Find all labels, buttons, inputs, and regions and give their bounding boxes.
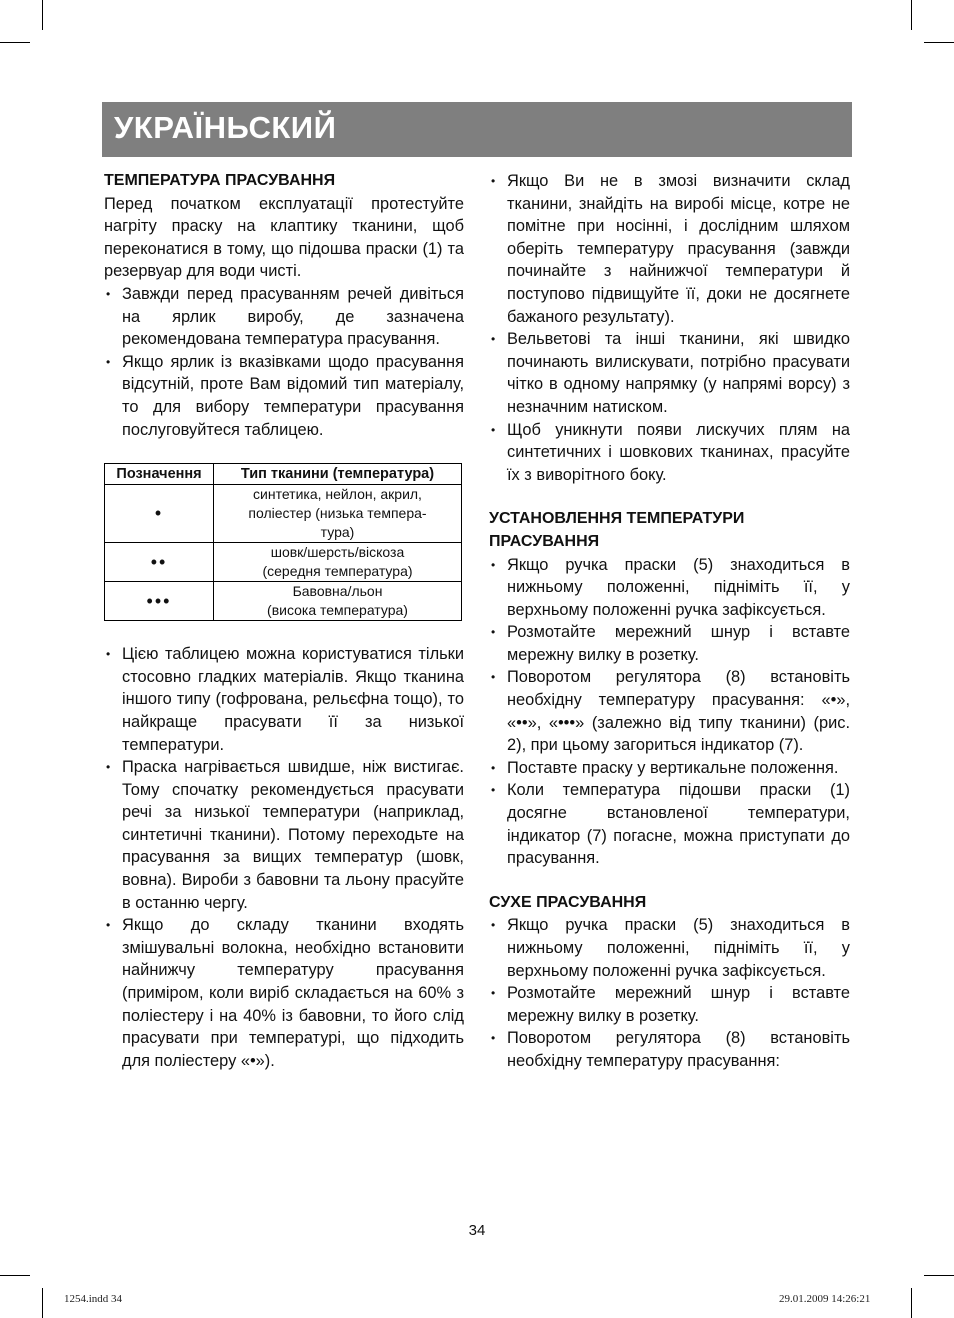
intro-paragraph: Перед початком експлуатації протестуйте нагріту праску на клаптику тканини, щоб переконатися в тому, що підошва праски (1) та резервуар для води чисті.: [104, 194, 464, 281]
list-item: • Якщо Ви не в змозі визначити склад тканини, знайдіть на виробі місце, котре не помітне при носінні, і дослідним шляхом оберіть температуру прасування (завжди починайте з найнижчої температури й поступово підвищуйте її, доки не досягнете бажаного результату).: [489, 170, 850, 328]
list-item: • Поставте праску у вертикальне положення.: [489, 757, 850, 780]
spacer: [489, 870, 850, 892]
table-header-fabric: Тип тканини (температура): [214, 464, 462, 485]
spacer: [489, 486, 850, 508]
fabric-line: (середня температура): [262, 563, 413, 580]
fabric-cell: [214, 543, 462, 582]
fabric-cell: [214, 582, 462, 621]
bullet-list: [489, 914, 850, 1072]
crop-mark: [924, 42, 954, 43]
list-item: • Коли температура підошви праски (1) досягне встановленої температури, індикатор (7) погасне, можна приступати до прасування.: [489, 779, 850, 869]
crop-mark: [911, 1288, 912, 1318]
fabric-line: Бавовна/льон: [292, 583, 383, 600]
table-row: [105, 485, 462, 543]
footer-datetime: 29.01.2009 14:26:21: [779, 1293, 871, 1305]
temperature-symbol: •••: [105, 582, 214, 621]
fabric-line: синтетика, нейлон, акрил,: [253, 486, 422, 503]
temperature-symbol: •: [105, 485, 214, 543]
fabric-cell: [214, 485, 462, 543]
crop-mark: [0, 1275, 30, 1276]
table-header-symbol: Позначення: [105, 464, 214, 485]
list-item: • Поворотом регулятора (8) встановіть необхідну температуру прасування: «•», «••», «•••» (залежно від типу тканини) (рис. 2), при цьому загориться індикатор (7).: [489, 666, 850, 756]
table-header-row: [105, 464, 462, 485]
section-heading-dry-ironing: СУХЕ ПРАСУВАННЯ: [489, 893, 647, 911]
list-item: • Якщо ярлик із вказівками щодо прасування відсутній, проте Вам відомий тип матеріалу, то для вибору температури прасування послуговуйтеся таблицею.: [104, 351, 464, 441]
crop-mark: [42, 1288, 43, 1318]
bullet-list: [104, 643, 464, 1072]
list-item: • Розмотайте мережний шнур і вставте мережну вилку в розетку.: [489, 621, 850, 666]
fabric-line: тура): [320, 524, 355, 541]
bullet-list: [104, 283, 464, 441]
table-row: [105, 543, 462, 582]
bullet-list: [489, 554, 850, 870]
fabric-line: шовк/шерсть/віскоза: [270, 544, 405, 561]
banner-title: УКРАЇНЬСКИЙ: [114, 110, 337, 145]
list-item: • Розмотайте мережний шнур і вставте мережну вилку в розетку.: [489, 982, 850, 1027]
left-column: [104, 170, 464, 1072]
section-heading-setting-temperature: УСТАНОВЛЕННЯ ТЕМПЕРАТУРИ: [489, 510, 745, 528]
language-banner: [102, 102, 852, 157]
list-item: • Завжди перед прасуванням речей дивіться на ярлик виробу, де зазначена рекомендована температура прасування.: [104, 283, 464, 351]
section-heading-setting-temperature-cont: ПРАСУВАННЯ: [489, 532, 600, 550]
fabric-line: (висока температура): [267, 602, 408, 619]
crop-mark: [911, 0, 912, 30]
list-item: • Якщо ручка праски (5) знаходиться в нижньому положенні, підніміть її, у верхньому положенні ручка зафіксується.: [489, 554, 850, 622]
bullet-list: [489, 170, 850, 486]
list-item: • Поворотом регулятора (8) встановіть необхідну температуру прасування:: [489, 1027, 850, 1072]
section-heading-ironing-temperature: ТЕМПЕРАТУРА ПРАСУВАННЯ: [104, 172, 336, 189]
page-number: 34: [468, 1222, 486, 1239]
footer-filename: 1254.indd 34: [64, 1293, 123, 1305]
list-item: • Цією таблицею можна користуватися тільки стосовно гладких матеріалів. Якщо тканина іншого типу (гофрована, рельєфна тощо), то найкраще прасувати її за низької температури.: [104, 643, 464, 756]
fabric-line: поліестер (низька темпера-: [248, 505, 427, 522]
list-item: • Щоб уникнути появи лискучих плям на синтетичних і шовкових тканинах, прасуйте їх з виворітного боку.: [489, 419, 850, 487]
list-item: • Якщо ручка праски (5) знаходиться в нижньому положенні, підніміть її, у верхньому положенні ручка зафіксується.: [489, 914, 850, 982]
crop-mark: [42, 0, 43, 30]
table-row: [105, 582, 462, 621]
right-column: [489, 170, 850, 1073]
list-item: • Вельветові та інші тканини, які швидко починають вилискувати, потрібно прасувати чітко в одному напрямку (у напрямі ворсу) з незначним натиском.: [489, 328, 850, 418]
crop-mark: [924, 1275, 954, 1276]
crop-mark: [0, 42, 30, 43]
fabric-temperature-table: [104, 463, 462, 621]
temperature-symbol: ••: [105, 543, 214, 582]
list-item: • Якщо до складу тканини входять змішувальні волокна, необхідно встановити найнижчу температуру прасування (приміром, коли виріб складається на 60% з поліестеру і на 40% із бавовни, то його слід прасувати при температурі, що підходить для поліестеру «•»).: [104, 914, 464, 1072]
list-item: • Праска нагрівається швидше, ніж вистигає. Тому спочатку рекомендується прасувати речі за низької температури (наприклад, синтетичні тканини). Потому переходьте на прасування за вищих температур (шовк, вовна). Вироби з бавовни та льону прасуйте в останню чергу.: [104, 756, 464, 914]
